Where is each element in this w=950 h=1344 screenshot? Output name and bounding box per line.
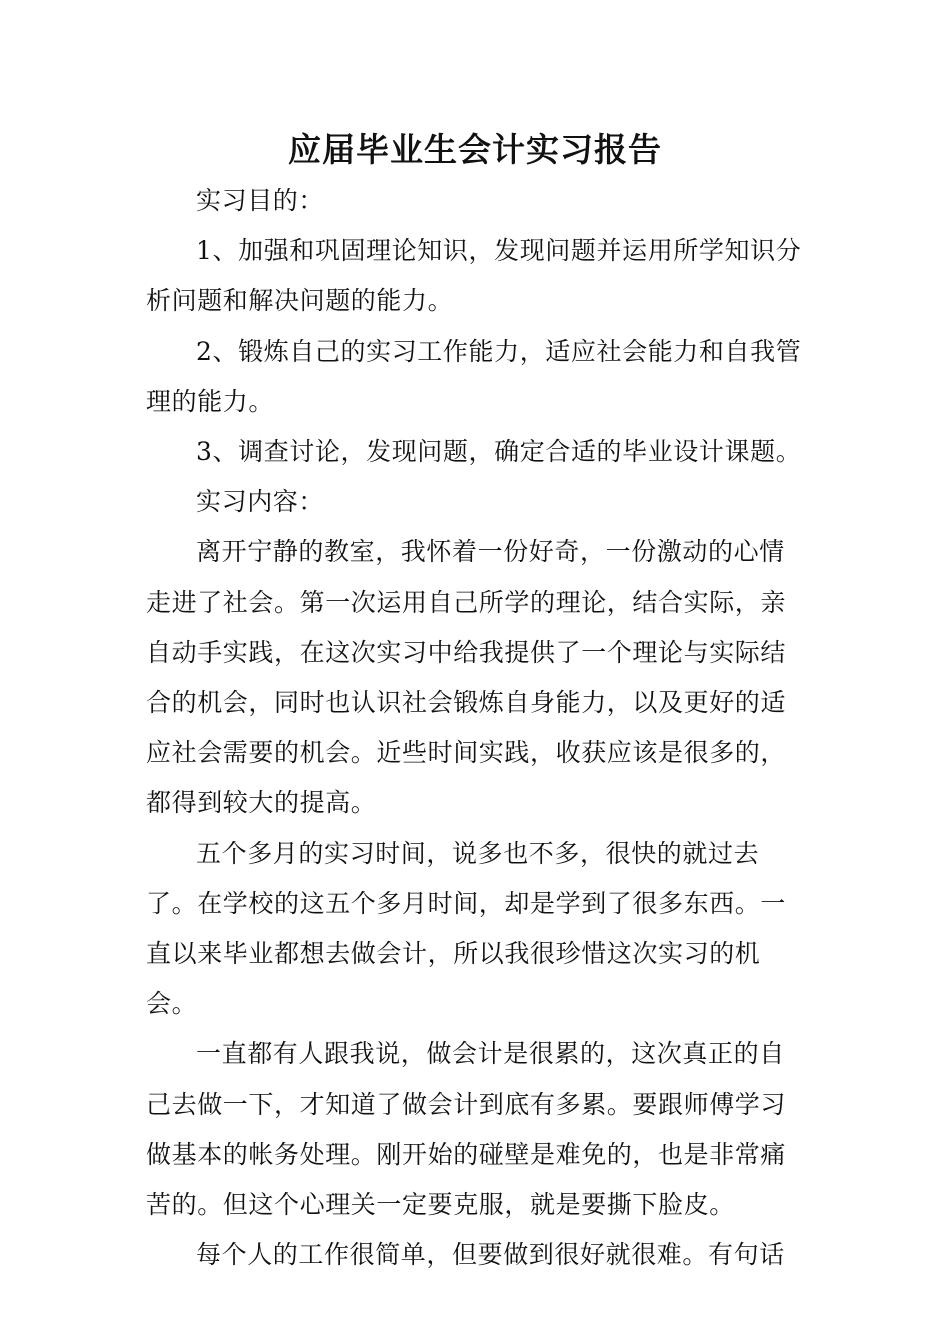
document-body <box>146 176 810 1280</box>
paragraph-content-heading: 实习内容： <box>196 487 325 517</box>
paragraph-purpose-1: 1、加强和巩固理论知识，发现问题并运用所学知识分析问题和解决问题的能力。 <box>146 236 802 316</box>
paragraph-purpose-3: 3、调查讨论，发现问题，确定合适的毕业设计课题。 <box>196 437 802 467</box>
paragraph-content-2: 五个多月的实习时间，说多也不多，很快的就过去了。在学校的这五个多月时间，却是学到了很多东西。一直以来毕业都想去做会计，所以我很珍惜这次实习的机会。 <box>146 838 787 1019</box>
paragraph-purpose-2: 2、锻炼自己的实习工作能力，适应社会能力和自我管理的能力。 <box>146 336 802 416</box>
paragraph-content-4: 每个人的工作很简单，但要做到很好就很难。有句话 <box>196 1240 785 1270</box>
paragraph-purpose-heading: 实习目的： <box>196 186 325 215</box>
paragraph-content-1: 离开宁静的教室，我怀着一份好奇，一份激动的心情走进了社会。第一次运用自己所学的理论，结合实际，亲自动手实践，在这次实习中给我提供了一个理论与实际结合的机会，同时也认识社会锻炼自身能力，以及更好的适应社会需要的机会。近些时间实践，收获应该是很多的，都得到较大的提高。 <box>146 537 787 818</box>
document-title: 应届毕业生会计实习报告 <box>288 130 662 169</box>
paragraph-content-3: 一直都有人跟我说，做会计是很累的，这次真正的自己去做一下，才知道了做会计到底有多累。要跟师傅学习做基本的帐务处理。刚开始的碰壁是难免的，也是非常痛苦的。但这个心理关一定要克服，就是要撕下脸皮。 <box>146 1039 787 1220</box>
